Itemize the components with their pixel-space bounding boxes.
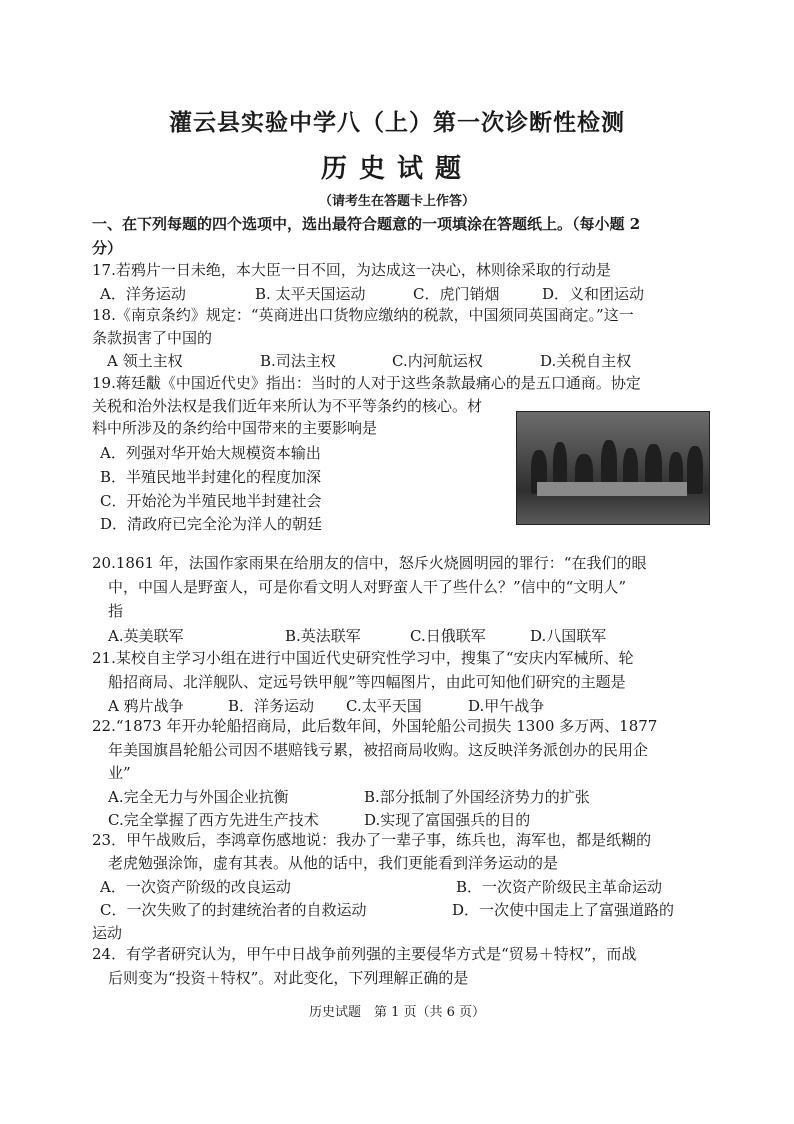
question-22-option-b: B.部分抵制了外国经济势力的扩张 (364, 788, 590, 806)
question-20-stem-cont: 中，中国人是野蛮人，可是你看文明人对野蛮人干了些什么？”信中的“文明人” (108, 578, 627, 596)
question-22-stem-cont-2: 业” (108, 764, 131, 782)
question-17-option-c: C．虎门销烟 (413, 285, 500, 303)
question-19-option-a: A．列强对华开始大规模资本输出 (100, 444, 321, 462)
question-24-stem: 24．有学者研究认为，甲午中日战争前列强的主要侵华方式是“贸易＋特权”，而战 (92, 945, 637, 963)
section-instruction-cont: 分） (92, 239, 123, 257)
exam-title: 灌云县实验中学八（上）第一次诊断性检测 (169, 109, 625, 136)
question-21-option-b: B．洋务运动 (228, 697, 315, 715)
question-23-option-b: B．一次资产阶级民主革命运动 (456, 878, 663, 896)
subject-title: 历史试题 (320, 154, 473, 184)
question-20-stem-cont-2: 指 (108, 602, 124, 620)
question-19-stem: 19.蒋廷黻《中国近代史》指出：当时的人对于这些条款最痛心的是五口通商。协定 (92, 374, 641, 392)
question-19-option-c: C．开始沦为半殖民地半封建社会 (100, 492, 322, 510)
question-18-option-c: C.内河航运权 (392, 352, 483, 370)
question-23-option-c: C．一次失败了的封建统治者的自救运动 (100, 901, 367, 919)
question-18-stem: 18.《南京条约》规定：“英商进出口货物应缴纳的税款，中国须同英国商定。”这一 (92, 306, 634, 324)
question-21-option-a: A 鸦片战争 (108, 697, 184, 715)
question-19-stem-cont-2: 料中所涉及的条约给中国带来的主要影响是 (92, 419, 378, 437)
question-22-stem-cont: 年美国旗昌轮船公司因不堪赔钱亏累，被招商局收购。这反映洋务派创办的民用企 (108, 741, 649, 759)
question-17-option-d: D．义和团运动 (542, 285, 645, 303)
question-19-stem-cont: 关税和治外法权是我们近年来所认为不平等条约的核心。材 (92, 397, 483, 415)
question-23-option-a: A．一次资产阶级的改良运动 (100, 878, 291, 896)
question-20-option-d: D.八国联军 (530, 627, 607, 645)
question-23-option-d-cont: 运动 (92, 924, 123, 942)
question-22-option-a: A.完全无力与外国企业抗衡 (108, 788, 289, 806)
treaty-signing-photo (516, 411, 710, 525)
question-21-option-d: D.甲午战争 (468, 697, 545, 715)
question-22-option-c: C.完全掌握了西方先进生产技术 (108, 811, 319, 829)
question-18-option-a: A 领土主权 (107, 352, 183, 370)
page-footer: 历史试题 第 1 页（共 6 页） (308, 1005, 486, 1020)
question-18-stem-cont: 条款损害了中国的 (92, 329, 213, 347)
question-20-option-a: A.英美联军 (108, 627, 184, 645)
question-22-stem: 22.“1873 年开办轮船招商局，此后数年间，外国轮船公司损失 1300 多万两、1877 (92, 717, 658, 735)
question-17-stem: 17.若鸦片一日未绝，本大臣一日不回，为达成这一决心，林则徐采取的行动是 (92, 261, 611, 279)
question-24-stem-cont: 后则变为“投资＋特权”。对此变化，下列理解正确的是 (108, 969, 469, 987)
question-23-stem: 23．甲午战败后，李鸿章伤感地说：我办了一辈子事，练兵也，海军也，都是纸糊的 (92, 831, 652, 849)
question-19-option-b: B．半殖民地半封建化的程度加深 (100, 468, 322, 486)
question-21-stem-cont: 船招商局、北洋舰队、定远号铁甲舰”等四幅图片，由此可知他们研究的主题是 (108, 673, 626, 691)
question-18-option-b: B.司法主权 (260, 352, 336, 370)
question-18-option-d: D.关税自主权 (540, 352, 632, 370)
question-23-stem-cont: 老虎勉强涂饰，虚有其表。从他的话中，我们更能看到洋务运动的是 (108, 854, 559, 872)
question-20-stem: 20.1861 年，法国作家雨果在给朋友的信中，怒斥火烧圆明园的罪行：“在我们的眼 (92, 554, 647, 572)
question-21-option-c: C.太平天国 (346, 697, 422, 715)
question-17-option-b: B. 太平天国运动 (255, 285, 366, 303)
question-20-option-c: C.日俄联军 (410, 627, 486, 645)
question-17-option-a: A．洋务运动 (100, 285, 186, 303)
answer-note: （请考生在答题卡上作答） (318, 194, 475, 209)
question-22-option-d: D.实现了富国强兵的目的 (364, 811, 531, 829)
question-21-stem: 21.某校自主学习小组在进行中国近代史研究性学习中，搜集了“安庆内军械所、轮 (92, 649, 634, 667)
question-20-option-b: B.英法联军 (285, 627, 361, 645)
question-23-option-d: D．一次使中国走上了富强道路的 (452, 901, 675, 919)
section-instruction: 一、在下列每题的四个选项中，选出最符合题意的一项填涂在答题纸上。（每小题 2 (92, 215, 641, 233)
question-19-option-d: D．清政府已完全沦为洋人的朝廷 (100, 515, 323, 533)
